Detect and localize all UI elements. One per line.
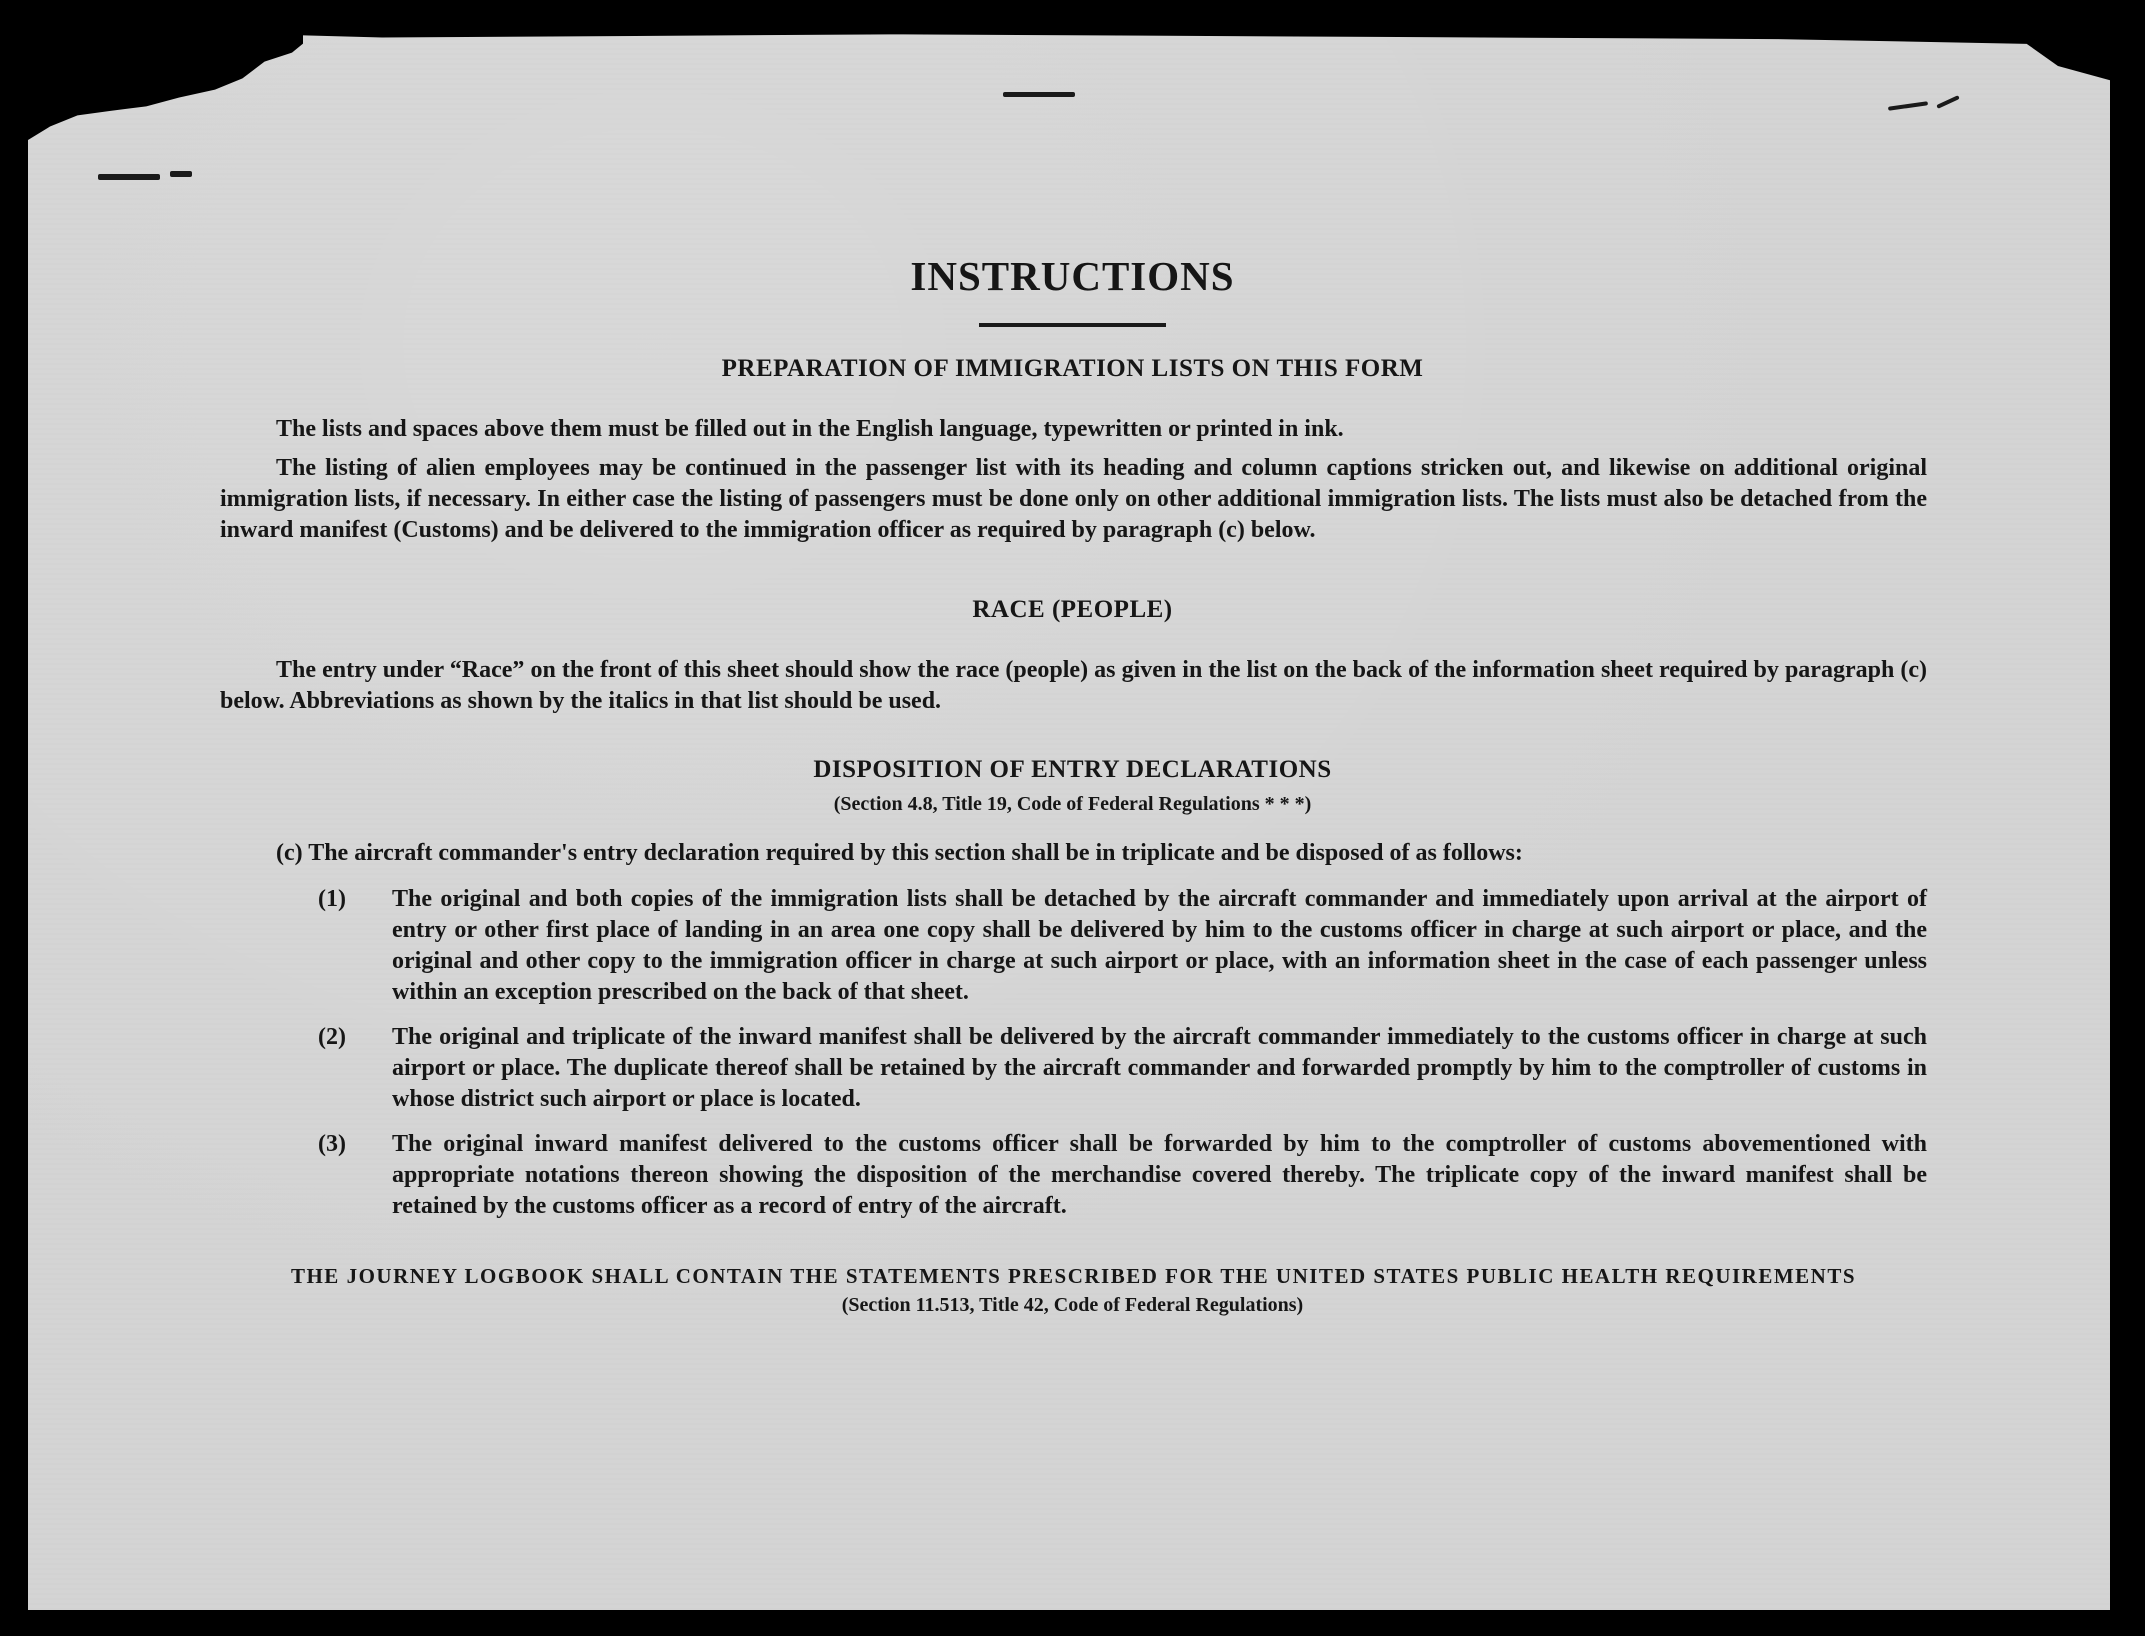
preparation-heading: PREPARATION OF IMMIGRATION LISTS ON THIS FORM	[721, 355, 1424, 382]
item-text: The original and triplicate of the inward manifest shall be delivered by the aircraft commander immediately to the customs officer in charge at such airport or place. The duplicate thereof shall be retained by the aircraft commander and forwarded promptly by him to the comptroller of customs in whose district such airport or place is located.	[392, 1024, 1927, 1112]
public-health-statement: THE JOURNEY LOGBOOK SHALL CONTAIN THE STATEMENTS PRESCRIBED FOR THE UNITED STATES PUBLIC HEALTH REQUIREMENTS	[290, 1264, 1857, 1288]
title-underline	[979, 323, 1166, 327]
disposition-intro: (c) The aircraft commander's entry declaration required by this section shall be in triplicate and be disposed of as follows:	[276, 840, 1523, 866]
item-text: The original inward manifest delivered to the customs officer shall be forwarded by him to the comptroller of customs abovementioned with appropriate notations thereon showing the disposition of the merchandise covered thereby. The triplicate copy of the inward manifest shall be retained by the customs officer as a record of entry of the aircraft.	[392, 1131, 1927, 1219]
disposition-heading: DISPOSITION OF ENTRY DECLARATIONS	[813, 756, 1332, 783]
item-text: The original and both copies of the immigration lists shall be detached by the aircraft commander and immediately upon arrival at the airport of entry or other first place of landing in an area one copy shall be delivered by him to the customs officer in charge at such airport or place, and the original and other copy to the immigration officer in charge at such airport or place, with an information sheet in the case of each passenger unless within an exception prescribed on the back of that sheet.	[392, 886, 1927, 1005]
document-title: INSTRUCTIONS	[910, 253, 1235, 299]
preparation-paragraph-2	[220, 453, 1927, 546]
item-number: (3)	[318, 1131, 346, 1157]
item-number: (1)	[318, 886, 346, 912]
disposition-subheading: (Section 4.8, Title 19, Code of Federal Regulations * * *)	[833, 793, 1312, 815]
race-paragraph	[220, 655, 1927, 717]
disposition-item-2	[318, 1022, 1927, 1115]
item-number: (2)	[318, 1024, 346, 1050]
race-paragraph-text: The entry under “Race” on the front of this sheet should show the race (people) as given in the list on the back of the information sheet required by paragraph (c) below. Abbreviations as shown by the italics in that list should be used.	[220, 657, 1927, 714]
preparation-paragraph-2-text: The listing of alien employees may be continued in the passenger list with its heading and column captions stricken out, and likewise on additional original immigration lists, if necessary. In either case the listing of passengers must be done only on other additional immigration lists. The lists must also be detached from the inward manifest (Customs) and be delivered to the immigration officer as required by paragraph (c) below.	[220, 455, 1927, 543]
preparation-paragraph-1-text: The lists and spaces above them must be filled out in the English language, typewritten or printed in ink.	[276, 416, 1344, 442]
disposition-item-1	[318, 884, 1927, 1008]
public-health-citation: (Section 11.513, Title 42, Code of Federal Regulations)	[841, 1294, 1304, 1316]
preparation-paragraph-1	[220, 414, 1927, 445]
disposition-item-3	[318, 1129, 1927, 1222]
race-heading: RACE (PEOPLE)	[972, 596, 1173, 623]
